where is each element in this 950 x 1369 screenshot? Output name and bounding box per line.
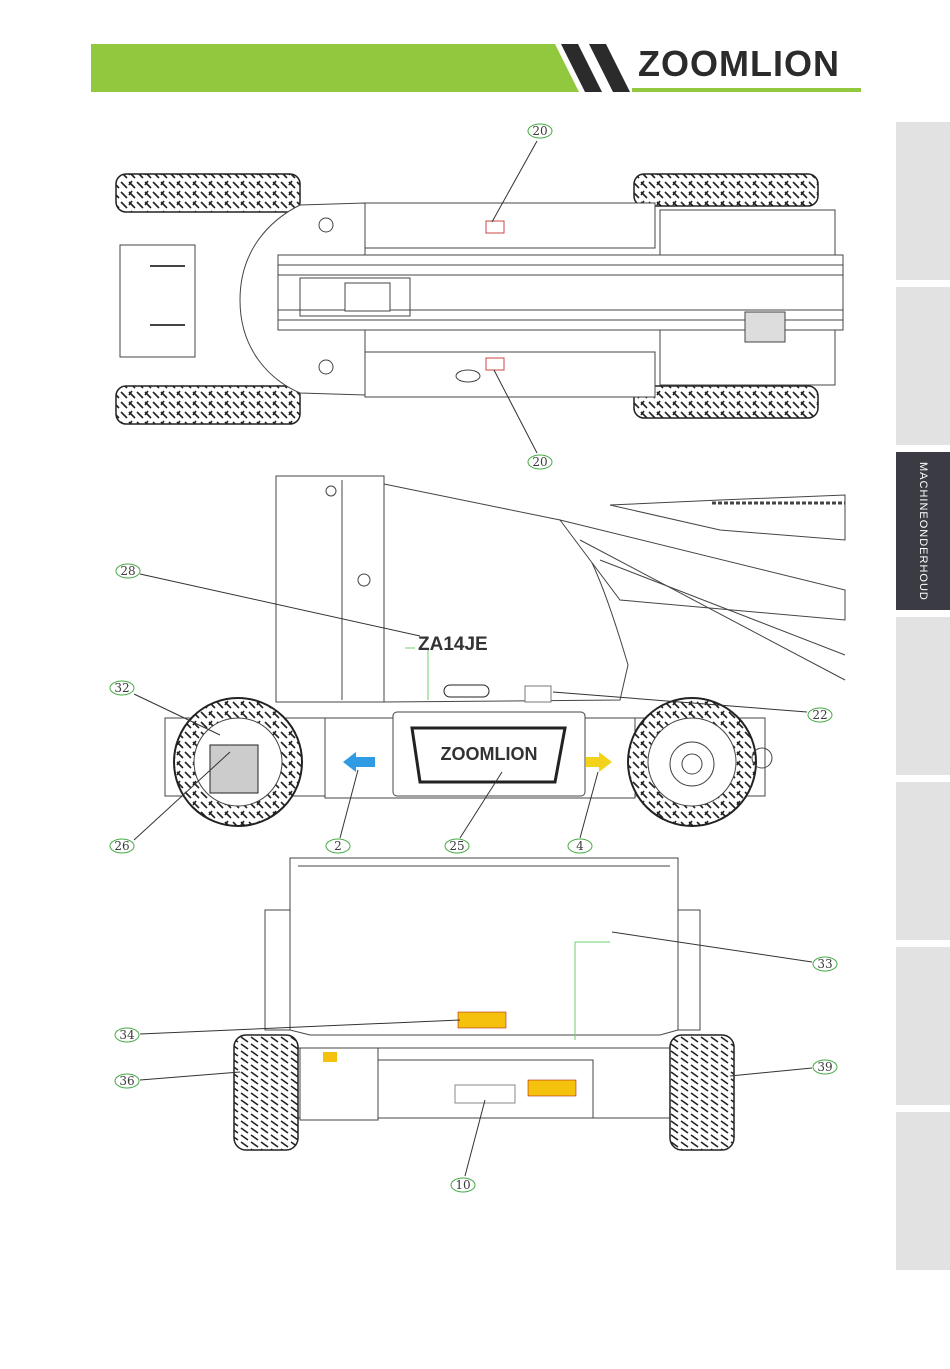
callout-number: 26 [114,839,130,853]
wheel [634,386,818,418]
chapter-tab-label: MACHINEONDERHOUD [917,461,929,601]
callout-number: 4 [576,839,584,853]
callout-39 [730,1060,837,1076]
decal-marker [525,686,551,702]
callout-number: 20 [532,124,548,138]
top-view [116,174,843,424]
wheel [634,174,818,206]
model-label: ZA14JE [418,634,488,655]
decal-marker [486,221,504,233]
wheel [234,1035,298,1150]
wheel [670,1035,734,1150]
callout-number: 10 [455,1178,471,1192]
warning-decal [528,1080,576,1096]
callout-number: 28 [120,564,136,578]
callout-number: 39 [817,1060,833,1074]
rear-view [234,858,734,1150]
callout-number: 33 [817,957,833,971]
callout-number: 32 [114,681,130,695]
callout-number: 34 [119,1028,135,1042]
callout-36 [115,1072,240,1088]
brand-logo: ZOOMLION [638,43,840,84]
warning-decal [458,1012,506,1028]
brand-plate [412,728,565,782]
decal-marker [486,358,504,370]
wheel [116,386,300,424]
callout-number: 36 [119,1074,135,1088]
callout-number: 22 [812,708,828,722]
wheel [116,174,300,212]
machine-brand-label: ZOOMLION [440,744,538,764]
callout-number: 25 [449,839,465,853]
callout-number: 2 [334,839,342,853]
callout-number: 20 [532,455,548,469]
warning-decal [323,1052,337,1062]
